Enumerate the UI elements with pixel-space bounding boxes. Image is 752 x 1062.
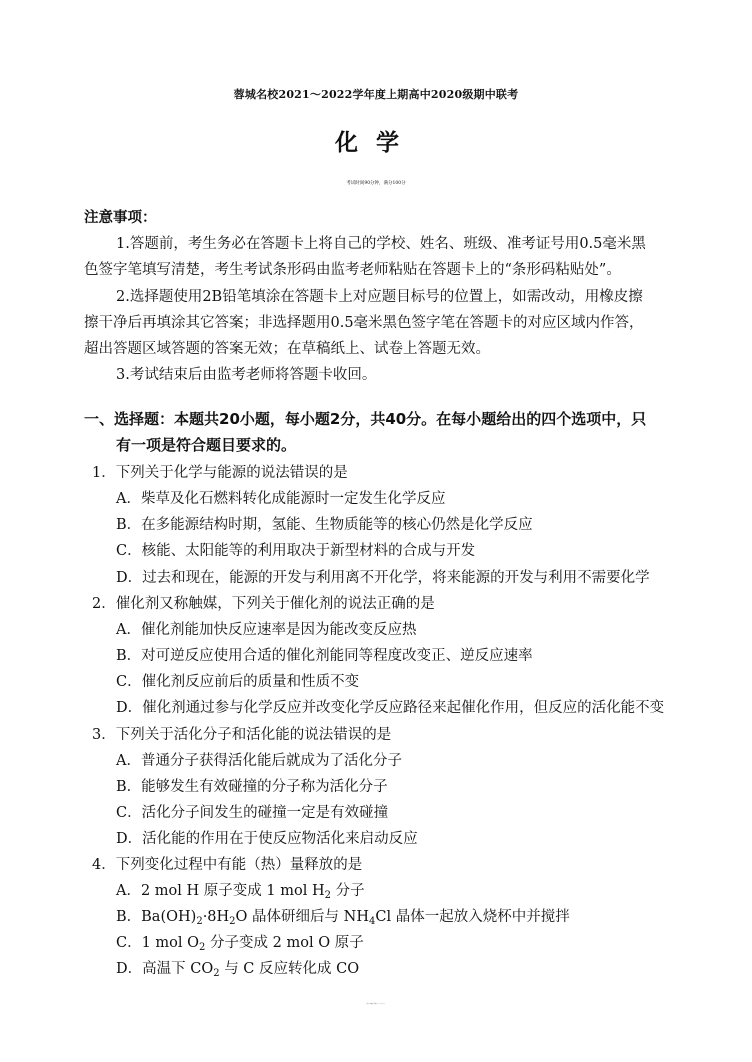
subscript: 2 [213,968,220,979]
option-b-text-4: Cl 晶体一起放入烧杯中并搅拌 [375,909,570,925]
question-2-stem: 2．催化剂又称触媒，下列关于催化剂的说法正确的是 [92,596,435,612]
notice-item-2-line-2: 擦干净后再填涂其它答案；非选择题用0.5毫米黑色签字笔在答题卡的对应区域内作答， [84,315,644,331]
option-b-text-2: ·8H [202,909,230,925]
subscript: 4 [369,916,376,927]
question-1-option-d: D．过去和现在，能源的开发与利用离不开化学，将来能源的开发与利用不需要化学 [116,570,650,586]
option-d-text: D．高温下 CO [116,961,214,977]
question-3-option-c: C．活化分子间发生的碰撞一定是有效碰撞 [116,805,389,821]
question-3-option-a: A．普通分子获得活化能后就成为了活化分子 [116,753,402,769]
section-heading-line-1: 一、选择题：本题共20小题，每小题2分，共40分。在每小题给出的四个选项中，只 [84,410,647,428]
option-a-text-end: 分子 [330,883,365,899]
option-c-text-end: 分子变成 2 mol O 原子 [205,935,364,951]
notice-item-2-line-1: 2.选择题使用2B铅笔填涂在答题卡上对应题目标号的位置上，如需改动，用橡皮擦 [116,289,643,305]
question-4-option-d [116,957,359,978]
subscript: 2 [199,942,206,953]
exam-title: 蓉城名校2021～2022学年度上期高中2020级期中联考 [233,88,519,101]
question-2-option-a: A．催化剂能加快反应速率是因为能改变反应热 [116,622,417,638]
question-3-option-d: D．活化能的作用在于使反应物活化来启动反应 [116,831,418,847]
subscript: 2 [324,890,331,901]
question-3-stem: 3．下列关于活化分子和活化能的说法错误的是 [92,727,392,743]
notice-item-1-line-1: 1.答题前，考生务必在答题卡上将自己的学校、姓名、班级、准考证号用0.5毫米黑 [116,236,646,252]
question-2-option-b: B．对可逆反应使用合适的催化剂能同等程度改变正、逆反应速率 [116,648,533,664]
page-footer: 高中2020级化学试题 第 1 页 （共 8 页） [366,1004,386,1005]
option-c-text: C．1 mol O [116,935,200,951]
question-2-option-c: C．催化剂反应前后的质量和性质不变 [116,674,360,690]
question-1-option-b: B．在多能源结构时期，氢能、生物质能等的核心仍然是化学反应 [116,517,533,533]
question-1-option-c: C．核能、太阳能等的利用取决于新型材料的合成与开发 [116,543,476,559]
subscript: 2 [196,916,203,927]
question-1-option-a: A．柴草及化石燃料转化成能源时一定发生化学反应 [116,491,446,507]
notice-heading: 注意事项： [84,210,157,226]
question-1-stem: 1．下列关于化学与能源的说法错误的是 [92,465,348,481]
question-4-stem: 4．下列变化过程中有能（热）量释放的是 [92,857,363,873]
section-heading-line-2: 有一项是符合题目要求的。 [116,436,297,454]
question-4-option-b [116,905,570,926]
subscript: 2 [229,916,236,927]
notice-item-3: 3.考试结束后由监考老师将答题卡收回。 [116,367,377,383]
question-2-option-d: D．催化剂通过参与化学反应并改变化学反应路径来起催化作用，但反应的活化能不变 [116,700,665,716]
option-b-text-1: B．Ba(OH) [116,909,197,925]
exam-time-info: 考试时间90分钟，满分100分 [346,181,406,186]
notice-item-2-line-3: 超出答题区域答题的答案无效；在草稿纸上、试卷上答题无效。 [84,341,490,357]
notice-item-1-line-2: 色签字笔填写清楚，考生考试条形码由监考老师粘贴在答题卡上的“条形码粘贴处”。 [84,262,621,278]
option-d-text-end: 与 C 反应转化成 CO [219,961,360,977]
option-b-text-3: O 晶体研细后与 NH [235,909,369,925]
question-3-option-b: B．能够发生有效碰撞的分子称为活化分子 [116,779,388,795]
question-4-option-c [116,931,364,952]
subject-title: 化学 [335,129,417,156]
option-a-text: A．2 mol H 原子变成 1 mol H [116,883,325,899]
question-4-option-a [116,879,365,900]
